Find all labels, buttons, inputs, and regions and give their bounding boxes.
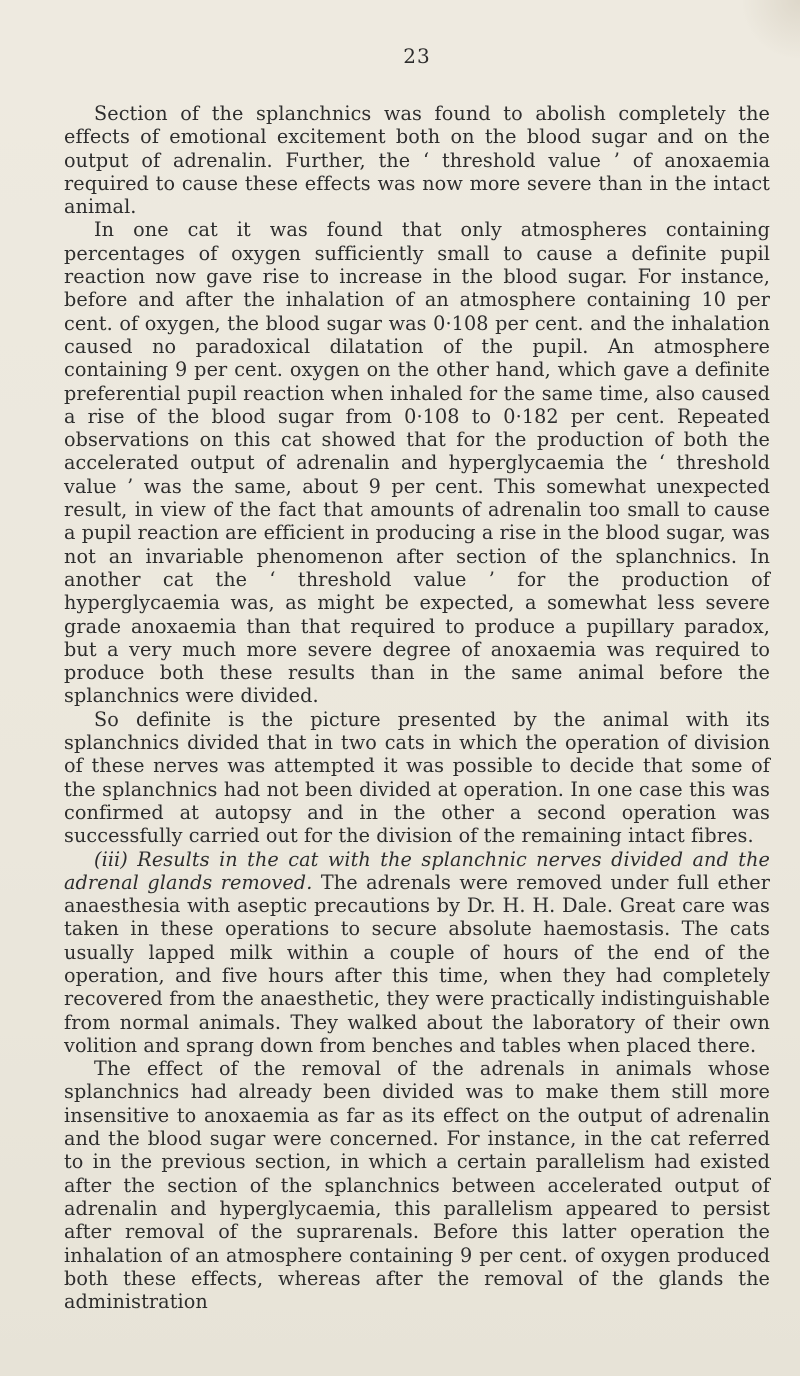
paragraph-1: [64, 102, 770, 218]
section-heading: (iii) Results in the cat with the splanchnic nerves divided and the adrenal glands removed.: [64, 847, 770, 894]
paragraph-text: The effect of the removal of the adrenals in animals whose splanchnics had already been divided was to make them still more insensitive to anoxaemia as far as its effect on the output of adrenalin and the blood sugar were concerned. For instance, in the cat referred to in the previous section, in which a certain parallelism had existed after the section of the splanchnics between accelerated output of adrenalin and hyperglycaemia, this parallelism appeared to persist after removal of the suprarenals. Before this latter operation the inhalation of an atmosphere containing 9 per cent. of oxygen produced both these effects, whereas after the removal of the glands the administration: [64, 1057, 770, 1314]
paragraph-text: So definite is the picture presented by the animal with its splanchnics divided that in two cats in which the operation of division of these nerves was attempted it was possible to decide that some of the splanchnics had not been divided at operation. In one case this was confirmed at autopsy and in the other a second operation was successfully carried out for the division of the remaining intact fibres.: [64, 707, 770, 848]
paragraph-3: [64, 708, 770, 848]
paragraph-5: [64, 1057, 770, 1313]
paragraph-4: [64, 848, 770, 1058]
page-number: 23: [403, 44, 431, 68]
page-stain: [740, 0, 800, 60]
paragraph-text: In one cat it was found that only atmospheres containing percentages of oxygen sufficiently small to cause a definite pupil reaction now gave rise to increase in the blood sugar. For instance, before and after the inhalation of an atmosphere containing 10 per cent. of oxygen, the blood sugar was 0·108 per cent. and the inhalation caused no paradoxical dilatation of the pupil. An atmosphere containing 9 per cent. oxygen on the other hand, which gave a definite preferential pupil reaction when inhaled for the same time, also caused a rise of the blood sugar from 0·108 to 0·182 per cent. Repeated observations on this cat showed that for the production of both the accelerated output of adrenalin and hyperglycaemia the ‘ threshold value ’ was the same, about 9 per cent. This somewhat unexpected result, in view of the fact that amounts of adrenalin too small to cause a pupil reaction are efficient in producing a rise in the blood sugar, was not an invariable phenomenon after section of the splanchnics. In another cat the ‘ threshold value ’ for the production of hyperglycaemia was, as might be expected, a somewhat less severe grade anoxaemia than that required to produce a pupillary paradox, but a very much more severe degree of anoxaemia was required to produce both these results than in the same animal before the splanchnics were divided.: [64, 218, 770, 708]
paragraph-text: The adrenals were removed under full ether anaesthesia with aseptic precautions by Dr. H. H. Dale. Great care was taken in these operations to secure absolute haemostasis. The cats usually lapped milk within a couple of hours of the end of the operation, and five hours after this time, when they had completely recovered from the anaesthetic, they were practically indistinguishable from normal animals. They walked about the laboratory of their own volition and sprang down from benches and tables when placed there.: [64, 870, 770, 1057]
paragraph-text: Section of the splanchnics was found to abolish completely the effects of emotional excitement both on the blood sugar and on the output of adrenalin. Further, the ‘ threshold value ’ of anoxaemia required to cause these effects was now more severe than in the intact animal.: [64, 102, 770, 219]
paragraph-2: [64, 218, 770, 707]
